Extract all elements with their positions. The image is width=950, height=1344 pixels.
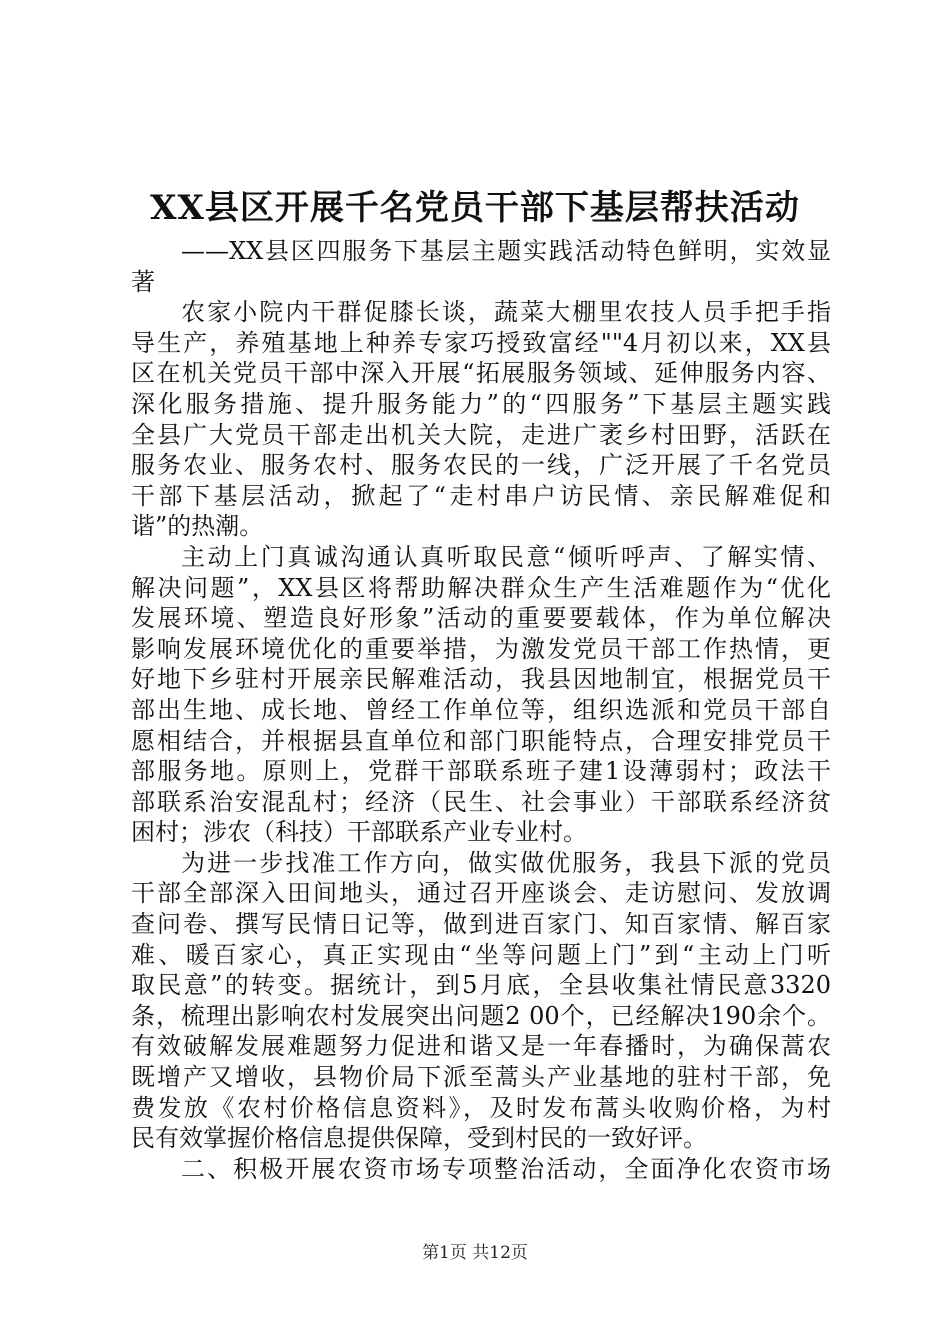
document-body [131,236,831,1184]
paragraph-line: 费发放《农村价格信息资料》，及时发布蒿头收购价格，为村 [131,1093,831,1122]
paragraph-line: 二、积极开展农资市场专项整治活动，全面净化农资市场 [181,1154,831,1183]
paragraph-line: 条，梳理出影响农村发展突出问题2 00个，已经解决190余个。 [131,1001,831,1030]
paragraph-line: 为进一步找准工作方向，做实做优服务，我县下派的党员 [181,848,831,877]
paragraph-line: 部出生地、成长地、曾经工作单位等，组织选派和党员干部自 [131,695,831,724]
paragraph-line: 农家小院内干群促膝长谈，蔬菜大棚里农技人员手把手指 [181,298,831,327]
subtitle-line: 著 [131,267,155,296]
paragraph-line: 查问卷、撰写民情日记等，做到进百家门、知百家情、解百家 [131,910,831,939]
paragraph-line: 民有效掌握价格信息提供保障，受到村民的一致好评。 [131,1124,707,1153]
paragraph-line: 部联系治安混乱村；经济（民生、社会事业）干部联系经济贫 [131,787,831,816]
paragraph-line: 有效破解发展难题努力促进和谐又是一年春播时，为确保蒿农 [131,1032,831,1061]
subtitle-line: ——XX县区四服务下基层主题实践活动特色鲜明，实效显 [181,237,831,265]
paragraph-line: 区在机关党员干部中深入开展“拓展服务领域、延伸服务内容、 [131,359,831,388]
paragraph-line: 主动上门真诚沟通认真听取民意“倾听呼声、了解实情、 [181,542,831,571]
paragraph-line: 全县广大党员干部走出机关大院，走进广袤乡村田野，活跃在 [131,420,831,449]
paragraph-line: 影响发展环境优化的重要举措，为激发党员干部工作热情，更 [131,634,831,663]
paragraph-line: 好地下乡驻村开展亲民解难活动，我县因地制宜，根据党员干 [131,665,831,694]
page-number: 第1页 共12页 [422,1243,528,1263]
paragraph-line: 既增产又增收，县物价局下派至蒿头产业基地的驻村干部，免 [131,1063,831,1092]
paragraph-line: 谐”的热潮。 [131,512,264,541]
paragraph-line: 干部全部深入田间地头，通过召开座谈会、走访慰问、发放调 [131,879,831,908]
paragraph-line: 服务农业、服务农村、服务农民的一线，广泛开展了千名党员 [131,451,831,480]
paragraph-line: 导生产，养殖基地上种养专家巧授致富经""4月初以来，XX县 [131,328,831,357]
paragraph-line: 难、暖百家心，真正实现由“坐等问题上门”到“主动上门听 [131,940,831,969]
paragraph-line: 解决问题”，XX县区将帮助解决群众生产生活难题作为“优化 [131,573,831,602]
document-title: XX县区开展千名党员干部下基层帮扶活动 [150,188,800,228]
paragraph-line: 部服务地。原则上，党群干部联系班子建1设薄弱村；政法干 [131,757,831,786]
paragraph-line: 取民意”的转变。据统计，到5月底，全县收集社情民意3320 [131,971,831,1000]
paragraph-line: 发展环境、塑造良好形象”活动的重要要载体，作为单位解决 [131,604,831,633]
paragraph-line: 困村；涉农（科技）干部联系产业专业村。 [131,818,587,847]
paragraph-line: 干部下基层活动，掀起了“走村串户访民情、亲民解难促和 [131,481,831,510]
paragraph-line: 愿相结合，并根据县直单位和部门职能特点，合理安排党员干 [131,726,831,755]
paragraph-line: 深化服务措施、提升服务能力”的“四服务”下基层主题实践 [131,389,831,418]
